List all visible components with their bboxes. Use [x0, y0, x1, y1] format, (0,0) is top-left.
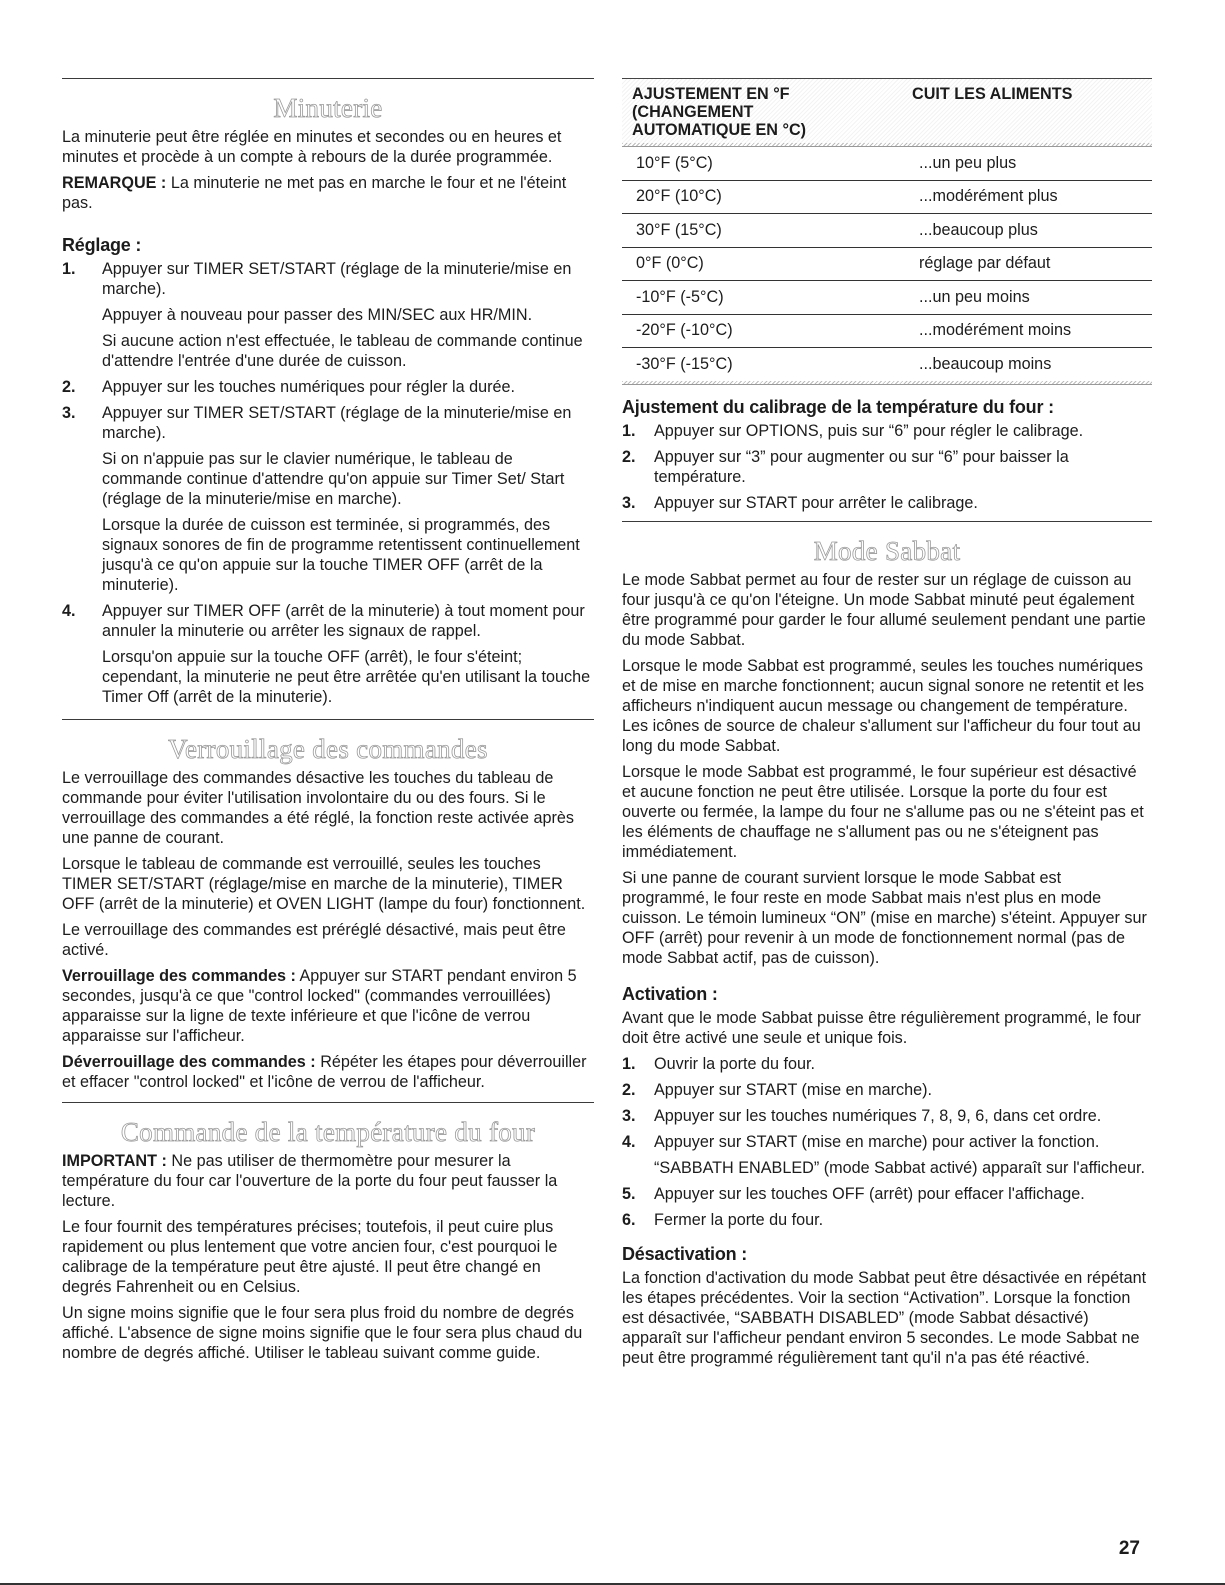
lock-text: Appuyer sur START pendant environ 5 secondes, jusqu'à ce que "control locked" (commandes verrouillées) apparaisse sur la ligne de texte inférieure et que l'icône de verrou apparaisse sur l'afficheur.: [62, 967, 577, 1045]
table-row: [622, 181, 1152, 215]
cell-adjustment: 10°F (5°C): [636, 153, 713, 172]
step-number: 2.: [622, 447, 636, 466]
list-item: [622, 1106, 1152, 1126]
table-body: [622, 147, 1152, 381]
cell-adjustment: 0°F (0°C): [636, 254, 704, 273]
page-number: 27: [1118, 1538, 1140, 1559]
step-text: “SABBATH ENABLED” (mode Sabbat activé) apparaît sur l'afficheur.: [654, 1158, 1146, 1177]
important-note: [62, 1151, 594, 1211]
table-header-adjustment: [632, 85, 912, 139]
table-row: [622, 281, 1152, 315]
temperature-title: Commande de la température du four: [120, 1117, 536, 1147]
list-item: [622, 421, 1152, 441]
list-item: [62, 377, 594, 397]
temperature-section: [62, 1117, 594, 1363]
cell-result: ...un peu moins: [919, 287, 1030, 306]
list-item: [622, 1132, 1152, 1178]
cell-result: ...modérément plus: [919, 187, 1058, 206]
list-item: [62, 259, 594, 371]
important-label: IMPORTANT :: [62, 1152, 167, 1170]
calibrage-section: [622, 397, 1152, 513]
step-text: Appuyer sur TIMER SET/START (réglage de la minuterie/mise en marche).: [102, 404, 572, 442]
minuterie-intro: La minuterie peut être réglée en minutes et secondes ou en heures et minutes et procède à un compte à rebours de la durée programmée.: [62, 128, 562, 166]
important-text: Ne pas utiliser de thermomètre pour mesurer la température du four car l'ouverture de la porte du four peut fausser la lecture.: [62, 1152, 558, 1210]
list-item: [622, 1210, 1152, 1230]
step-text: Appuyer sur OPTIONS, puis sur “6” pour régler le calibrage.: [654, 421, 1084, 440]
step-text: Appuyer sur les touches numériques 7, 8, 9, 6, dans cet ordre.: [654, 1106, 1102, 1125]
calibrage-heading: Ajustement du calibrage de la température du four :: [622, 396, 1054, 417]
list-item: [622, 1080, 1152, 1100]
step-number: 3.: [622, 493, 636, 512]
step-number: 1.: [622, 1054, 636, 1073]
list-item: [622, 493, 1152, 513]
step-text: Appuyer à nouveau pour passer des MIN/SEC aux HR/MIN.: [102, 306, 533, 324]
list-item: [622, 1054, 1152, 1074]
cell-result: ...un peu plus: [919, 153, 1017, 172]
verrouillage-p2: Lorsque le tableau de commande est verrouillé, seules les touches TIMER SET/START (réglage/mise en marche de la minuterie), TIMER OFF (arrêt de la minuterie) et OVEN LIGHT (lampe du four) fonctionnent.: [62, 855, 586, 913]
verrouillage-p1: Le verrouillage des commandes désactive les touches du tableau de commande pour éviter l'utilisation involontaire du ou des fours. Si le verrouillage des commandes a été réglé, la fonction reste activée après une panne de courant.: [62, 769, 574, 847]
section-divider: [622, 521, 1152, 522]
temperature-p1: Le four fournit des températures précises; toutefois, il peut cuire plus rapidement ou plus lentement que votre ancien four, c'est pourquoi le calibrage de la température peut être ajusté. Il peut être changé en degrés Fahrenheit ou en Celsius.: [62, 1218, 558, 1296]
cell-adjustment: 20°F (10°C): [636, 187, 722, 206]
step-text: Ouvrir la porte du four.: [654, 1054, 816, 1073]
step-text: Appuyer sur les touches numériques pour régler la durée.: [102, 378, 516, 396]
unlock-label: Déverrouillage des commandes :: [62, 1053, 316, 1071]
reglage-steps: [62, 259, 594, 707]
lock-label: Verrouillage des commandes :: [62, 967, 296, 985]
deactivation-heading: Désactivation :: [622, 1243, 748, 1264]
deactivation-text: La fonction d'activation du mode Sabbat peut être désactivée en répétant les étapes précédentes. Voir la section “Activation”. Lorsque la fonction est désactivée, “SABBATH DISABLED” (mode Sabbat désactivé) apparaît sur l'afficheur pendant environ 5 secondes. Le mode Sabbat ne peut être programmé régulièrement tant qu'il n'a pas été réactivé.: [622, 1268, 1147, 1367]
list-item: [622, 447, 1152, 487]
step-number: 2.: [62, 378, 76, 396]
sabbat-p3: Lorsque le mode Sabbat est programmé, le four supérieur est désactivé et aucune fonction ne peut être utilisée. Lorsque la porte du four est ouverte ou fermée, la lampe du four ne s'allume pas ou ne s'éteint pas et les éléments de chauffage ne s'allument pas ou ne s'éteignent pas immédiatement.: [622, 762, 1144, 861]
step-number: 5.: [622, 1184, 636, 1203]
list-item: [622, 1184, 1152, 1204]
step-number: 1.: [622, 421, 636, 440]
step-number: 4.: [62, 602, 76, 620]
table-row: [622, 248, 1152, 282]
step-text: Si on n'appuie pas sur le clavier numérique, le tableau de commande continue d'attendre qu'on appuie sur Timer Set/ Start (réglage de la minuterie/mise en marche).: [102, 450, 565, 508]
minuterie-remark: [62, 173, 594, 213]
cell-result: ...beaucoup moins: [919, 354, 1052, 373]
lock-instructions: [62, 966, 594, 1046]
reglage-heading: Réglage :: [62, 235, 142, 255]
cell-result: ...modérément moins: [919, 321, 1072, 340]
verrouillage-p3: Le verrouillage des commandes est préréglé désactivé, mais peut être activé.: [62, 921, 566, 959]
list-item: [62, 403, 594, 595]
temperature-p2: Un signe moins signifie que le four sera plus froid du nombre de degrés affiché. L'absence de signe moins signifie que le four sera plus chaud du nombre de degrés affiché. Utiliser le tableau suivant comme guide.: [62, 1304, 583, 1362]
right-column: [622, 78, 1152, 1374]
cell-adjustment: -20°F (-10°C): [636, 321, 733, 340]
activation-intro: Avant que le mode Sabbat puisse être régulièrement programmé, le four doit être activé une seule et unique fois.: [622, 1008, 1141, 1047]
activation-steps: [622, 1054, 1152, 1230]
sabbat-p4: Si une panne de courant survient lorsque le mode Sabbat est programmé, le four reste en mode Sabbat mais n'est plus en mode cuisson. Le témoin lumineux “ON” (mise en marche) s'éteint. Appuyer sur OFF (arrêt) pour revenir à un mode de fonctionnement normal (pas de mode Sabbat actif, pas de cuisson).: [622, 868, 1147, 967]
table-row: [622, 214, 1152, 248]
verrouillage-title: Verrouillage des commandes: [168, 734, 488, 764]
step-text: Appuyer sur TIMER SET/START (réglage de la minuterie/mise en marche).: [102, 260, 572, 298]
table-header: [622, 78, 1152, 143]
step-text: Lorsqu'on appuie sur la touche OFF (arrêt), le four s'éteint; cependant, la minuterie ne peut être arrêtée qu'en utilisant la touche Timer Off (arrêt de la minuterie).: [102, 648, 591, 706]
cell-result: ...beaucoup plus: [919, 220, 1038, 239]
table-row: [622, 348, 1152, 381]
calibrage-steps: [622, 421, 1152, 513]
activation-heading: Activation :: [622, 983, 718, 1004]
step-text: Si aucune action n'est effectuée, le tableau de commande continue d'attendre l'entrée d'une durée de cuisson.: [102, 332, 583, 370]
table-footer-rule: [622, 381, 1152, 385]
step-text: Appuyer sur “3” pour augmenter ou sur “6” pour baisser la température.: [654, 447, 1069, 486]
header-line: AJUSTEMENT EN °F: [632, 85, 790, 103]
table-header-result: CUIT LES ALIMENTS: [912, 85, 1073, 103]
list-item: [62, 601, 594, 707]
sabbat-title: Mode Sabbat: [813, 535, 961, 566]
header-line: (CHANGEMENT: [632, 103, 754, 121]
step-number: 3.: [622, 1106, 636, 1125]
minuterie-title: Minuterie: [273, 93, 383, 123]
cell-adjustment: 30°F (15°C): [636, 220, 722, 239]
section-divider: [62, 78, 594, 79]
sabbat-p1: Le mode Sabbat permet au four de rester sur un réglage de cuisson au four jusqu'à ce qu'on l'éteigne. Un mode Sabbat minuté peut également être programmé pour garder le four allumé seulement pendant une partie du mode Sabbat.: [622, 570, 1146, 649]
sabbat-section: [622, 536, 1152, 1368]
step-number: 6.: [622, 1210, 636, 1229]
cell-adjustment: -10°F (-5°C): [636, 287, 724, 306]
header-line: AUTOMATIQUE EN °C): [632, 121, 807, 139]
unlock-instructions: [62, 1052, 594, 1092]
step-text: Lorsque la durée de cuisson est terminée, si programmés, des signaux sonores de fin de programme retentissent continuellement jusqu'à ce qu'on appuie sur la touche TIMER OFF (arrêt de la minuterie).: [102, 516, 580, 594]
step-text: Appuyer sur START pour arrêter le calibrage.: [654, 493, 978, 512]
sabbat-p2: Lorsque le mode Sabbat est programmé, seules les touches numériques et de mise en marche fonctionnent; aucun signal sonore ne retentit et les afficheurs n'indiquent aucun message ou changement de température. Les icônes de source de chaleur s'allument sur l'afficheur du four tout au long du mode Sabbat.: [622, 656, 1144, 755]
unlock-text: Répéter les étapes pour déverrouiller et effacer "control locked" et l'icône de verrou de l'afficheur.: [62, 1053, 587, 1091]
step-number: 3.: [62, 404, 76, 422]
minuterie-section: [62, 93, 594, 707]
cell-adjustment: -30°F (-15°C): [636, 354, 733, 373]
remark-text: La minuterie ne met pas en marche le four et ne l'éteint pas.: [62, 174, 567, 212]
step-text: Fermer la porte du four.: [654, 1210, 824, 1229]
section-divider: [62, 1102, 594, 1103]
step-text: Appuyer sur START (mise en marche) pour activer la fonction.: [654, 1132, 1100, 1151]
table-row: [622, 147, 1152, 181]
step-text: Appuyer sur les touches OFF (arrêt) pour effacer l'affichage.: [654, 1184, 1085, 1203]
step-text: Appuyer sur TIMER OFF (arrêt de la minuterie) à tout moment pour annuler la minuterie ou arrêter les signaux de rappel.: [102, 602, 585, 640]
remark-label: REMARQUE :: [62, 174, 167, 192]
calibration-table: [622, 78, 1152, 385]
step-number: 1.: [62, 260, 76, 278]
table-row: [622, 315, 1152, 349]
step-text: Appuyer sur START (mise en marche).: [654, 1080, 932, 1099]
section-divider: [62, 719, 594, 720]
left-column: [62, 78, 594, 1369]
verrouillage-section: [62, 734, 594, 1092]
cell-result: réglage par défaut: [919, 254, 1051, 273]
step-number: 4.: [622, 1132, 636, 1151]
step-number: 2.: [622, 1080, 636, 1099]
